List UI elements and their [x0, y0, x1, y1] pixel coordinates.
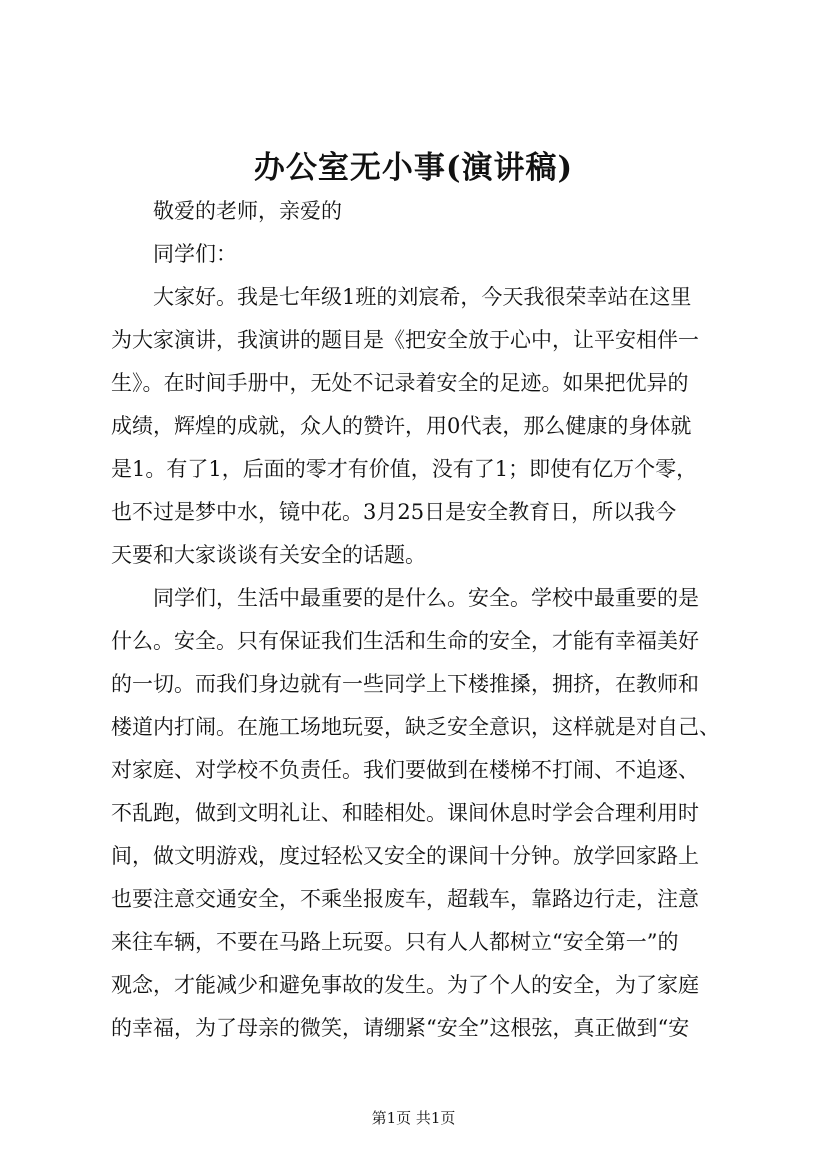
paragraph-line: 对家庭、对学校不负责任。我们要做到在楼梯不打闹、不追逐、: [111, 758, 699, 782]
paragraph-line: 不乱跑，做到文明礼让、和睦相处。课间休息时学会合理利用时: [111, 801, 699, 825]
greeting-paragraph: [111, 190, 731, 276]
greeting-line: 敬爱的老师，亲爱的: [153, 199, 342, 223]
document-title: 办公室无小事(演讲稿): [253, 150, 574, 186]
paragraph-line: 同学们，生活中最重要的是什么。安全。学校中最重要的是: [153, 586, 699, 610]
paragraph-line: 生》。在时间手册中，无处不记录着安全的足迹。如果把优异的: [111, 371, 689, 395]
paragraph-line: 为大家演讲，我演讲的题目是《把安全放于心中，让平安相伴一: [111, 328, 699, 352]
paragraph-line: 大家好。我是七年级1班的刘宸希，今天我很荣幸站在这里: [153, 285, 692, 309]
body-paragraph: [111, 577, 731, 1050]
page-number-footer: 第1页 共1页: [371, 1109, 456, 1127]
paragraph-line: 也要注意交通安全，不乘坐报废车，超载车，靠路边行走，注意: [111, 887, 699, 911]
paragraph-line: 天要和大家谈谈有关安全的话题。: [111, 543, 426, 567]
paragraph-line: 来往车辆，不要在马路上玩耍。只有人人都树立“安全第一”的: [111, 930, 679, 954]
greeting-line: 同学们：: [153, 242, 237, 266]
paragraph-line: 也不过是梦中水，镜中花。3月25日是安全教育日，所以我今: [111, 500, 677, 524]
paragraph-line: 的一切。而我们身边就有一些同学上下楼推搡，拥挤，在教师和: [111, 672, 699, 696]
paragraph-line: 是1。有了1，后面的零才有价值，没有了1；即使有亿万个零，: [111, 457, 698, 481]
paragraph-line: 观念，才能减少和避免事故的发生。为了个人的安全，为了家庭: [111, 973, 699, 997]
paragraph-line: 楼道内打闹。在施工场地玩耍，缺乏安全意识，这样就是对自己、: [111, 715, 720, 739]
document-body: [111, 190, 731, 1050]
paragraph-line: 间，做文明游戏，度过轻松又安全的课间十分钟。放学回家路上: [111, 844, 699, 868]
paragraph-line: 的幸福，为了母亲的微笑，请绷紧“安全”这根弦，真正做到“安: [111, 1016, 690, 1040]
paragraph-line: 成绩，辉煌的成就，众人的赞许，用0代表，那么健康的身体就: [111, 414, 692, 438]
paragraph-line: 什么。安全。只有保证我们生活和生命的安全，才能有幸福美好: [111, 629, 699, 653]
body-paragraph: [111, 276, 731, 577]
